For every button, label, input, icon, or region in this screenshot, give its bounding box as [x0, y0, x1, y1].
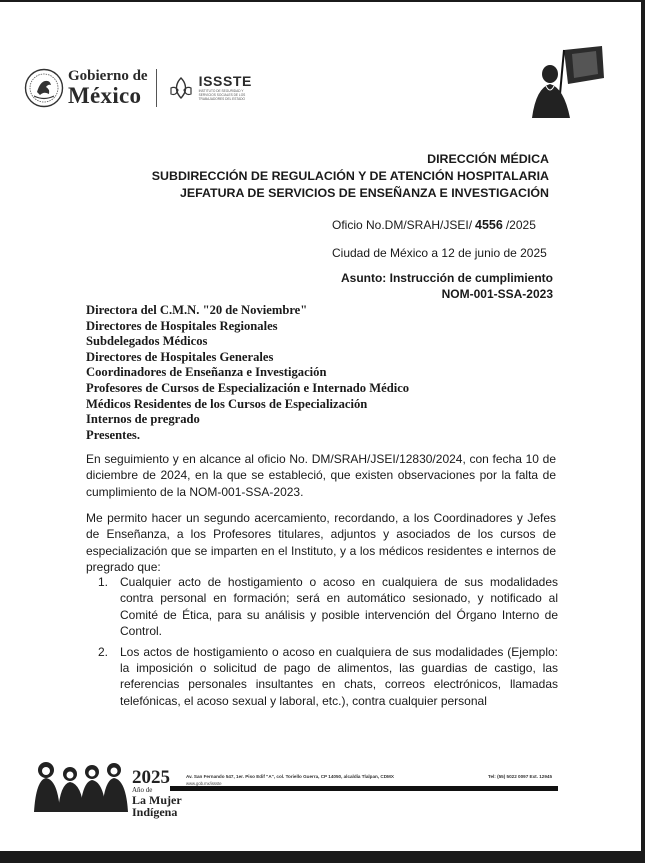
gobierno-wordmark [68, 69, 148, 107]
addressee-line: Médicos Residentes de los Cursos de Especialización [86, 396, 368, 411]
gobierno-line2: México [68, 83, 142, 108]
footer-address: Av. San Fernando 547, 1er. Piso Edif "A", col. Toriello Guerra, CP 14050, alcaldía Tlalpan, CDMX [186, 774, 394, 779]
footer-year-sub: Año de [132, 786, 153, 794]
body-paragraph-1: En seguimiento y en alcance al oficio No. DM/SRAH/JSEI/12830/2024, con fecha 10 de diciembre de 2024, en la que se estableció, que existen observaciones por la falta de cumplimiento de la NOM-001-SSA-2023. [86, 452, 556, 499]
footer-motto-line2: Indígena [132, 805, 178, 819]
subject [341, 270, 553, 302]
mexico-seal-icon [24, 68, 64, 108]
woman-with-flag-illustration [524, 44, 608, 118]
body-paragraph-2: Me permito hacer un segundo acercamiento, recordando, a los Coordinadores y Jefes de Enseñanza, a los Profesores titulares, adjuntos y asociados de los cursos de especialización que se imparten en el Instituto, y a los médicos residentes e internos de pregrado que: [86, 511, 556, 575]
year-motto [132, 768, 182, 818]
header-direccion: DIRECCIÓN MÉDICA [427, 152, 549, 166]
footer-divider [170, 786, 558, 791]
footer-phone: Tel: (55) 5022 0097 Ext. 12945 [488, 774, 553, 779]
oficio-suffix: /2025 [505, 218, 536, 232]
oficio-number [332, 218, 536, 232]
header-subdireccion: SUBDIRECCIÓN DE REGULACIÓN Y DE ATENCIÓN HOSPITALARIA [151, 169, 549, 183]
list-item-number: 2. [98, 644, 109, 659]
addressee-list [86, 303, 409, 443]
list-item-text: Los actos de hostigamiento o acoso en cualquiera de sus modalidades (Ejemplo: la imposición o solicitud de pago de alimentos, las guardias de castigo, las referencias personales insultantes en chats, correos electrónicos, llamadas telefónicas, el acoso sexual y laboral, etc.), contra cualquier personal [120, 644, 558, 708]
addressee-line: Internos de pregrado [86, 412, 200, 427]
footer-website: www.gob.mx/issste [186, 781, 222, 786]
subject-line2: NOM-001-SSA-2023 [441, 287, 553, 301]
list-item-text: Cualquier acto de hostigamiento o acoso en cualquiera de sus modalidades contra personal en formación; será en automático sesionado, y notificado al Comité de Ética, para su análisis y posible intervención del Órgano Interno de Control. [120, 575, 558, 639]
list-item [98, 574, 558, 640]
oficio-prefix: Oficio No.DM/SRAH/JSEI/ [332, 218, 473, 232]
addressee-line: Directores de Hospitales Generales [86, 349, 274, 364]
addressee-line: Presentes. [86, 427, 140, 442]
addressee-line: Profesores de Cursos de Especialización e Internado Médico [86, 380, 410, 395]
addressee-line: Directora del C.M.N. "20 de Noviembre" [86, 303, 308, 317]
footer-year: 2025 [132, 767, 170, 788]
addressee-line: Coordinadores de Enseñanza e Investigación [86, 365, 327, 380]
gobierno-line1: Gobierno de [68, 68, 148, 84]
list-item [98, 644, 558, 710]
footer-motto-line1: La Mujer [132, 793, 182, 807]
header-jefatura: JEFATURA DE SERVICIOS DE ENSEÑANZA E INVESTIGACIÓN [179, 186, 549, 200]
logo-divider [156, 69, 157, 107]
issste-name: ISSSTE [198, 73, 252, 90]
oficio-folio: 4556 [475, 218, 503, 232]
addressee-line: Directores de Hospitales Regionales [86, 318, 278, 333]
issste-tagline: INSTITUTO DE SEGURIDAD Y SERVICIOS SOCIALES DE LOS TRABAJADORES DEL ESTADO [198, 89, 246, 101]
issste-wordmark [199, 74, 259, 101]
screen-bottom-bar [0, 851, 645, 863]
letter-page [0, 2, 641, 853]
place-date: Ciudad de México a 12 de junio de 2025 [332, 246, 547, 260]
addressee-line: Subdelegados Médicos [86, 334, 208, 349]
issste-emblem-icon [167, 74, 195, 102]
indigenous-women-illustration [32, 752, 130, 812]
instruction-list [98, 574, 558, 713]
list-item-number: 1. [98, 575, 109, 589]
letterhead-logos [24, 68, 259, 108]
subject-line1: Asunto: Instrucción de cumplimiento [340, 271, 553, 285]
